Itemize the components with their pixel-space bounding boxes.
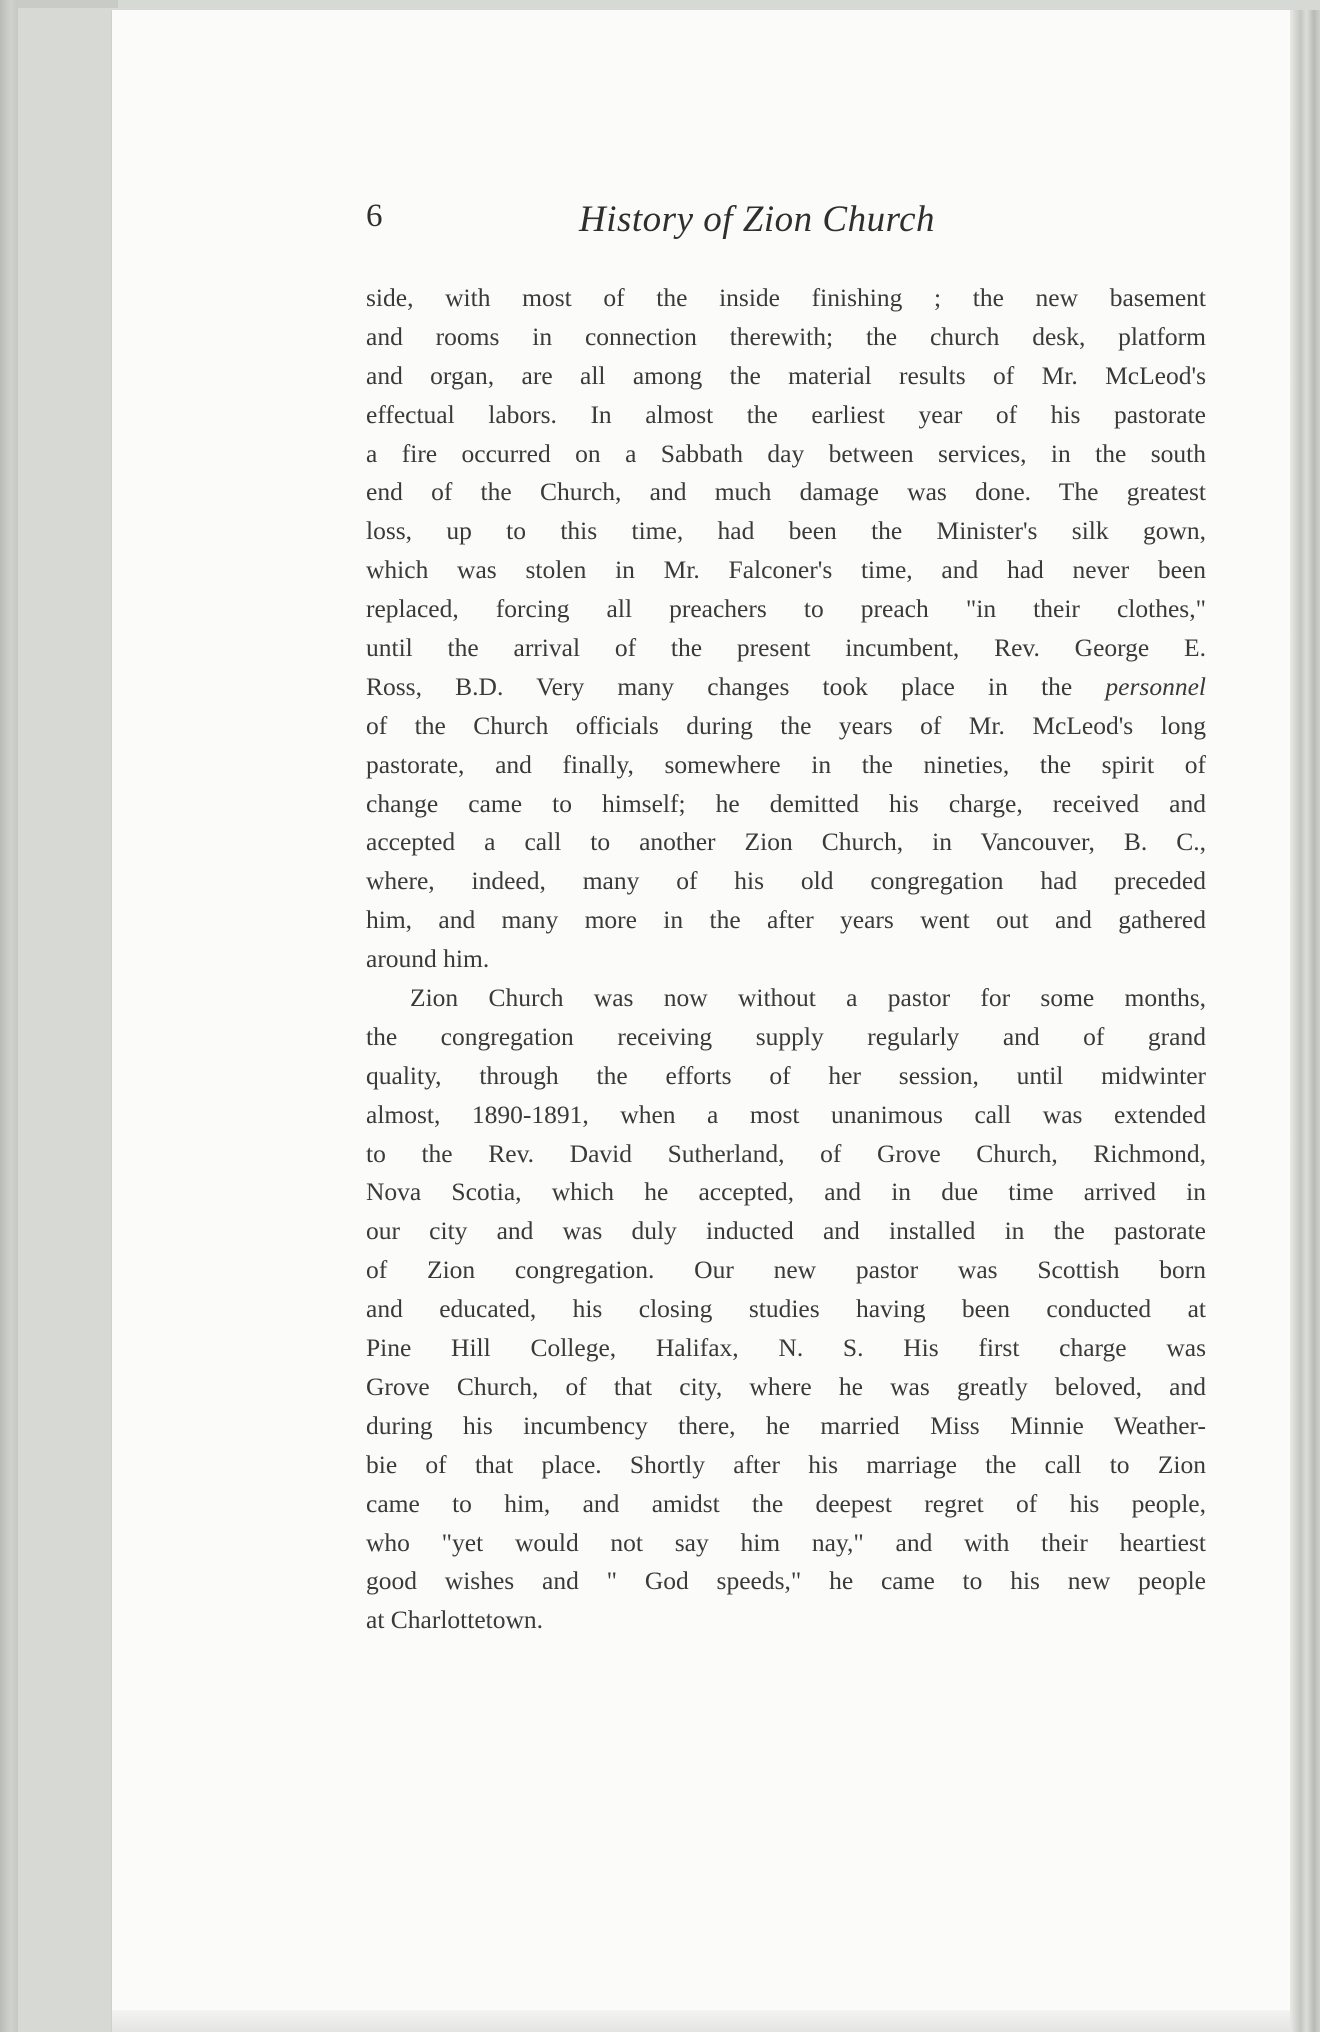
text-line: good wishes and " God speeds," he came to his new people xyxy=(366,1566,1206,1596)
text-line: almost, 1890-1891, when a most unanimous call was extended xyxy=(366,1099,1206,1129)
page-number: 6 xyxy=(366,198,383,234)
body-text xyxy=(366,279,1206,1640)
text-line: Pine Hill College, Halifax, N. S. His first charge was xyxy=(366,1333,1206,1363)
running-title: History of Zion Church xyxy=(579,199,936,240)
text-line: quality, through the efforts of her session, until midwinter xyxy=(366,1060,1206,1090)
text-line: where, indeed, many of his old congregation had preceded xyxy=(366,866,1206,896)
text-line: during his incumbency there, he married Miss Minnie Weather- xyxy=(366,1410,1206,1440)
page-header xyxy=(366,198,1206,248)
text-line: him, and many more in the after years went out and gathered xyxy=(366,905,1206,935)
text-line: Zion Church was now without a pastor for some months, xyxy=(410,983,1206,1013)
paragraph-1 xyxy=(366,279,1206,979)
text-line: Grove Church, of that city, where he was greatly beloved, and xyxy=(366,1371,1206,1401)
book-left-edge xyxy=(0,0,18,2032)
text-line: and organ, are all among the material results of Mr. McLeod's xyxy=(366,360,1206,390)
text-line: at Charlottetown. xyxy=(366,1605,544,1635)
text-line: our city and was duly inducted and installed in the pastorate xyxy=(366,1216,1206,1246)
text-line: to the Rev. David Sutherland, of Grove Church, Richmond, xyxy=(366,1138,1206,1168)
text-line: effectual labors. In almost the earliest year of his pastorate xyxy=(366,399,1206,429)
text-line: of Zion congregation. Our new pastor was Scottish born xyxy=(366,1255,1206,1285)
text-line: Ross, B.D. Very many changes took place in the personnel xyxy=(366,671,1206,701)
text-line: and educated, his closing studies having been conducted at xyxy=(366,1294,1206,1324)
page-bottom-shade xyxy=(112,2010,1290,2032)
text-line: until the arrival of the present incumbent, Rev. George E. xyxy=(366,633,1206,663)
text-line: came to him, and amidst the deepest regret of his people, xyxy=(366,1488,1206,1518)
text-line: side, with most of the inside finishing ; the new basement xyxy=(366,283,1206,312)
text-line: who "yet would not say him nay," and with their heartiest xyxy=(366,1527,1206,1557)
text-line: the congregation receiving supply regularly and of grand xyxy=(366,1021,1206,1051)
text-line: change came to himself; he demitted his charge, received and xyxy=(366,788,1206,818)
text-line: which was stolen in Mr. Falconer's time, and had never been xyxy=(366,555,1206,585)
text-line: pastorate, and finally, somewhere in the nineties, the spirit of xyxy=(366,749,1206,779)
text-line: end of the Church, and much damage was done. The greatest xyxy=(366,477,1206,507)
text-line: Nova Scotia, which he accepted, and in due time arrived in xyxy=(366,1177,1206,1207)
text-line: accepted a call to another Zion Church, in Vancouver, B. C., xyxy=(366,827,1206,857)
text-line: of the Church officials during the years of Mr. McLeod's long xyxy=(366,710,1206,740)
text-line: bie of that place. Shortly after his marriage the call to Zion xyxy=(366,1449,1206,1479)
text-line: replaced, forcing all preachers to preach "in their clothes," xyxy=(366,594,1206,624)
page-stack-edge xyxy=(1290,10,1320,2032)
paragraph-2 xyxy=(366,979,1206,1640)
text-line: loss, up to this time, had been the Minister's silk gown, xyxy=(366,516,1206,546)
text-line: and rooms in connection therewith; the church desk, platform xyxy=(366,321,1206,351)
book-top-edge xyxy=(18,0,118,8)
text-line: a fire occurred on a Sabbath day between services, in the south xyxy=(366,438,1206,468)
text-line: around him. xyxy=(366,944,490,974)
italic-word: personnel xyxy=(1105,671,1206,701)
